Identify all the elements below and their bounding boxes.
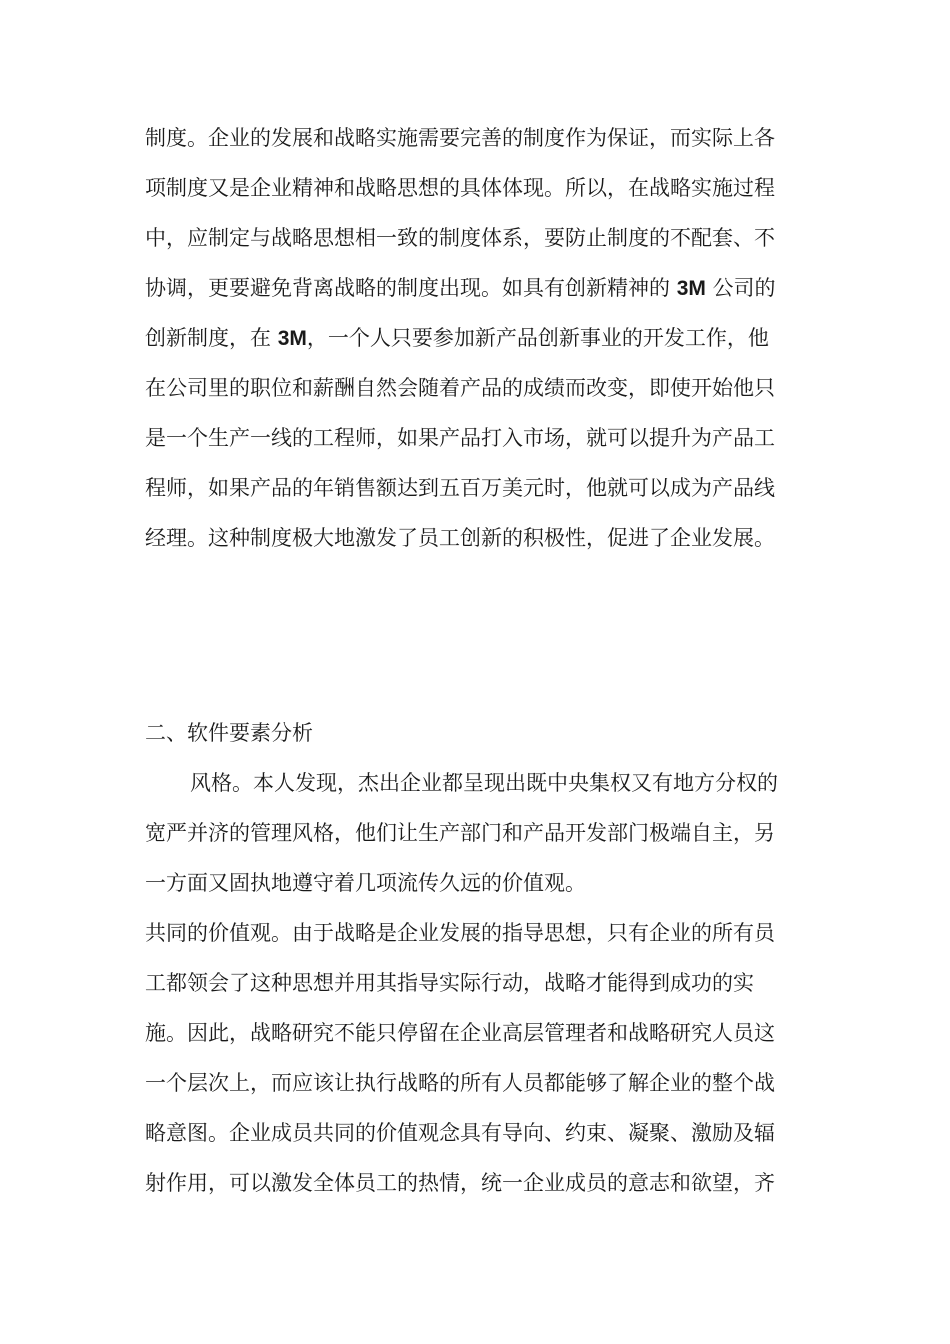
paragraph-line: 风格。本人发现，杰出企业都呈现出既中央集权又有地方分权的 — [190, 771, 778, 795]
paragraph-line: 略意图。企业成员共同的价值观念具有导向、约束、凝聚、激励及辐 — [145, 1121, 775, 1145]
section-heading: 二、软件要素分析 — [145, 721, 313, 745]
paragraph-line: 在公司里的职位和薪酬自然会随着产品的成绩而改变，即使开始他只 — [145, 376, 775, 400]
paragraph-line: 是一个生产一线的工程师，如果产品打入市场，就可以提升为产品工 — [145, 426, 775, 450]
paragraph-line: 中，应制定与战略思想相一致的制度体系，要防止制度的不配套、不 — [145, 226, 775, 250]
paragraph-line: 射作用，可以激发全体员工的热情，统一企业成员的意志和欲望，齐 — [145, 1171, 775, 1195]
company-name-3m: 3M — [676, 277, 706, 300]
paragraph-line: 项制度又是企业精神和战略思想的具体体现。所以，在战略实施过程 — [145, 176, 775, 200]
paragraph-line: 程师，如果产品的年销售额达到五百万美元时，他就可以成为产品线 — [145, 476, 775, 500]
paragraph-line: 协调，更要避免背离战略的制度出现。如具有创新精神的 3M 公司的 — [145, 276, 776, 300]
paragraph-line: 制度。企业的发展和战略实施需要完善的制度作为保证，而实际上各 — [145, 126, 775, 150]
company-name-3m: 3M — [277, 327, 307, 350]
paragraph-line: 经理。这种制度极大地激发了员工创新的积极性，促进了企业发展。 — [145, 526, 775, 550]
paragraph-line: 工都领会了这种思想并用其指导实际行动，战略才能得到成功的实 — [145, 971, 754, 995]
paragraph-line: 创新制度，在 3M，一个人只要参加新产品创新事业的开发工作，他 — [145, 326, 769, 350]
paragraph-line: 施。因此，战略研究不能只停留在企业高层管理者和战略研究人员这 — [145, 1021, 775, 1045]
paragraph-line: 共同的价值观。由于战略是企业发展的指导思想，只有企业的所有员 — [145, 921, 775, 945]
paragraph-line: 宽严并济的管理风格，他们让生产部门和产品开发部门极端自主，另 — [145, 821, 775, 845]
paragraph-line: 一方面又固执地遵守着几项流传久远的价值观。 — [145, 871, 586, 895]
paragraph-line: 一个层次上，而应该让执行战略的所有人员都能够了解企业的整个战 — [145, 1071, 775, 1095]
